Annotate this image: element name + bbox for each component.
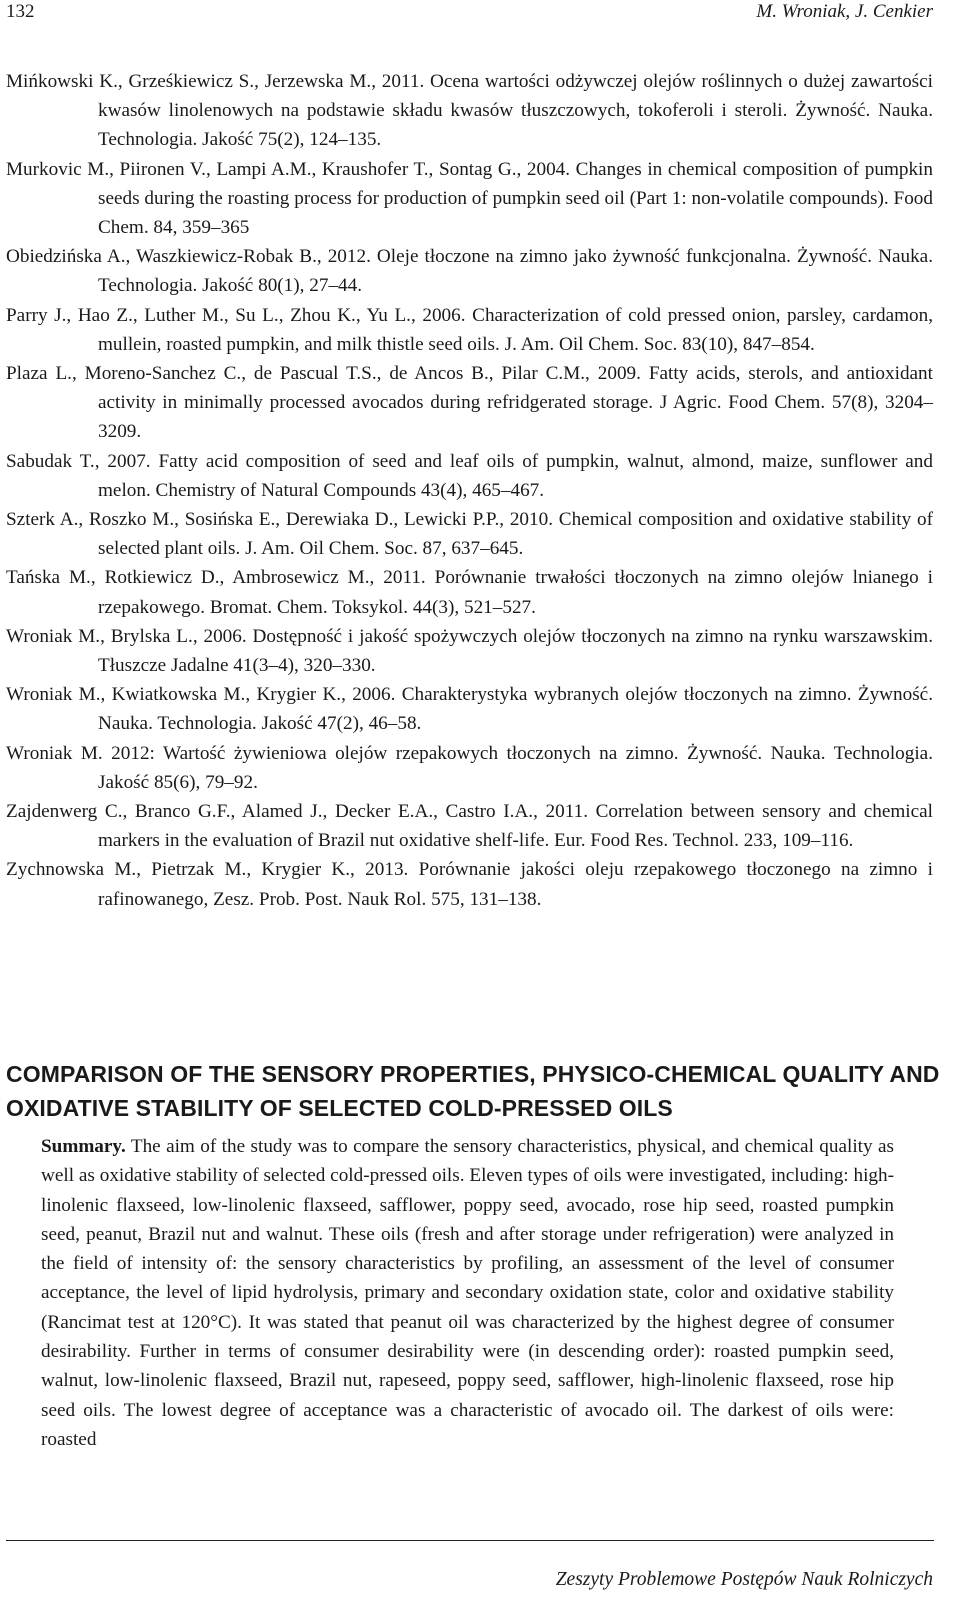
- running-title: M. Wroniak, J. Cenkier: [756, 1, 933, 22]
- page-number: 132: [6, 1, 35, 22]
- summary-text: The aim of the study was to compare the sensory characteristics, physical, and chemical quality as well as oxidative stability of selected cold-pressed oils. Eleven types of oils were investigated, including: high-linolenic flaxseed, low-linolenic flaxseed, safflower, poppy seed, avocado, rose hip seed, roasted pumpkin seed, peanut, Brazil nut and walnut. These oils (fresh and after storage under refrigeration) were analyzed in the field of intensity of: the sensory characteristics by profiling, an assessment of the level of consumer acceptance, the level of lipid hydrolysis, primary and secondary oxidation state, color and oxidative stability (Rancimat test at 120°C). It was stated that peanut oil was characterized by the highest degree of consumer desirability. Further in terms of consumer desirability were (in descending order): roasted pumpkin seed, walnut, low-linolenic flaxseed, Brazil nut, rapeseed, poppy seed, safflower, high-linolenic flaxseed, rose hip seed oils. The lowest degree of acceptance was a characteristic of avocado oil. The darkest of oils were: roasted: [41, 1136, 894, 1450]
- footer-divider: [6, 1540, 934, 1541]
- reference-item: Zychnowska M., Pietrzak M., Krygier K., 2013. Porównanie jakości oleju rzepakowego tłoczonego na zimno i rafinowanego, Zesz. Prob. Post. Nauk Rol. 575, 131–138.: [6, 859, 933, 910]
- summary-label: Summary.: [41, 1136, 126, 1157]
- reference-item: Murkovic M., Piironen V., Lampi A.M., Kraushofer T., Sontag G., 2004. Changes in chemical composition of pumpkin seeds during the roasting process for production of pumpkin seed oil (Part 1: non-volatile compounds). Food Chem. 84, 359–365: [6, 158, 933, 239]
- reference-list: [6, 67, 933, 914]
- reference-item: Tańska M., Rotkiewicz D., Ambrosewicz M., 2011. Porównanie trwałości tłoczonych na zimno olejów lnianego i rzepakowego. Bromat. Chem. Toksykol. 44(3), 521–527.: [6, 567, 933, 618]
- reference-item: Mińkowski K., Grześkiewicz S., Jerzewska M., 2011. Ocena wartości odżywczej olejów roślinnych o dużej zawartości kwasów linolenowych na podstawie składu kwasów tłuszczowych, tokoferoli i steroli. Żywność. Nauka. Technologia. Jakość 75(2), 124–135.: [6, 71, 933, 151]
- reference-item: Sabudak T., 2007. Fatty acid composition of seed and leaf oils of pumpkin, walnut, almond, maize, sunflower and melon. Chemistry of Natural Compounds 43(4), 465–467.: [6, 450, 933, 501]
- english-title: COMPARISON OF THE SENSORY PROPERTIES, PHYSICO-CHEMICAL QUALITY AND OXIDATIVE STABILITY OF SELECTED COLD-PRESSED OILS: [6, 1061, 940, 1121]
- reference-item: Szterk A., Roszko M., Sosińska E., Derewiaka D., Lewicki P.P., 2010. Chemical composition and oxidative stability of selected plant oils. J. Am. Oil Chem. Soc. 87, 637–645.: [6, 509, 933, 560]
- reference-item: Obiedzińska A., Waszkiewicz-Robak B., 2012. Oleje tłoczone na zimno jako żywność funkcjonalna. Żywność. Nauka. Technologia. Jakość 80(1), 27–44.: [6, 246, 933, 297]
- reference-item: Parry J., Hao Z., Luther M., Su L., Zhou K., Yu L., 2006. Characterization of cold pressed onion, parsley, cardamon, mullein, roasted pumpkin, and milk thistle seed oils. J. Am. Oil Chem. Soc. 83(10), 847–854.: [6, 304, 933, 355]
- reference-item: Wroniak M. 2012: Wartość żywieniowa olejów rzepakowych tłoczonych na zimno. Żywność. Nauka. Technologia. Jakość 85(6), 79–92.: [6, 742, 933, 793]
- page-header: [6, 0, 933, 30]
- journal-name: Zeszyty Problemowe Postępów Nauk Rolniczych: [555, 1569, 933, 1590]
- reference-item: Plaza L., Moreno-Sanchez C., de Pascual T.S., de Ancos B., Pilar C.M., 2009. Fatty acids, sterols, and antioxidant activity in minimally processed avocados during refridgerated storage. J Agric. Food Chem. 57(8), 3204–3209.: [6, 363, 933, 443]
- reference-item: Wroniak M., Brylska L., 2006. Dostępność i jakość spożywczych olejów tłoczonych na zimno na rynku warszawskim. Tłuszcze Jadalne 41(3–4), 320–330.: [6, 625, 933, 677]
- reference-item: Zajdenwerg C., Branco G.F., Alamed J., Decker E.A., Castro I.A., 2011. Correlation between sensory and chemical markers in the evaluation of Brazil nut oxidative shelf-life. Eur. Food Res. Technol. 233, 109–116.: [6, 801, 933, 852]
- summary-paragraph: [41, 1132, 894, 1454]
- reference-item: Wroniak M., Kwiatkowska M., Krygier K., 2006. Charakterystyka wybranych olejów tłoczonych na zimno. Żywność. Nauka. Technologia. Jakość 47(2), 46–58.: [6, 684, 933, 735]
